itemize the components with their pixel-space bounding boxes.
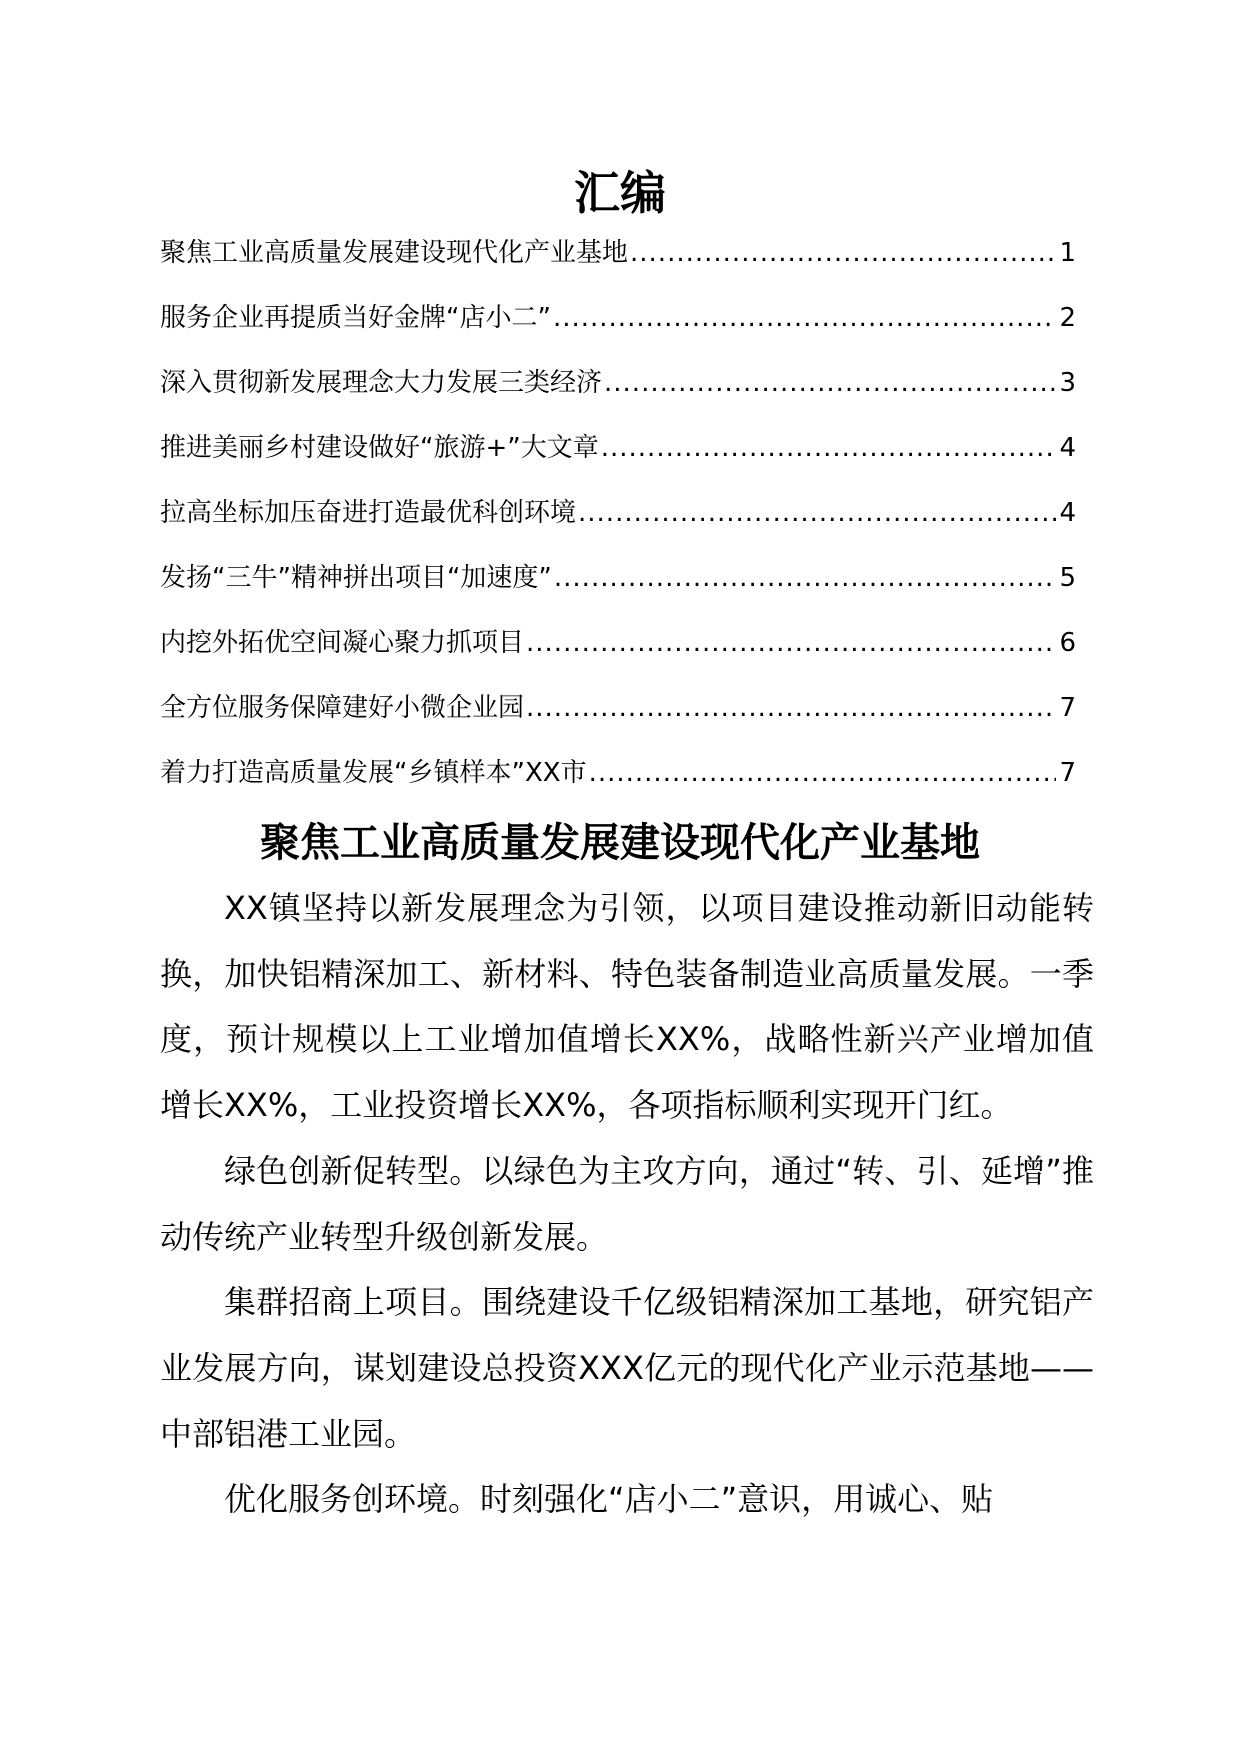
- toc-entry-page: 7: [1059, 758, 1076, 788]
- toc-entry-title: 服务企业再提质当好金牌“店小二”: [160, 303, 551, 333]
- table-of-contents: [160, 232, 1076, 817]
- toc-entry-title: 推进美丽乡村建设做好“旅游+”大文章: [160, 433, 599, 463]
- toc-entry-title: 内挖外拓优空间凝心聚力抓项目: [160, 628, 525, 658]
- toc-leader-dots: [526, 687, 1056, 729]
- toc-entry-page: 4: [1059, 433, 1076, 463]
- toc-entry-page: 5: [1059, 563, 1076, 593]
- toc-entry[interactable]: [160, 557, 1076, 622]
- toc-entry[interactable]: [160, 492, 1076, 557]
- toc-leader-dots: [589, 752, 1056, 794]
- toc-entry-page: 4: [1059, 498, 1076, 528]
- toc-entry-page: 7: [1059, 693, 1076, 723]
- toc-leader-dots: [578, 492, 1056, 534]
- toc-entry[interactable]: [160, 362, 1076, 427]
- toc-entry-page: 1: [1059, 238, 1076, 268]
- toc-leader-dots: [601, 427, 1056, 469]
- article-paragraph: XX镇坚持以新发展理念为引领，以项目建设推动新旧动能转换，加快铝精深加工、新材料、特色装备制造业高质量发展。一季度，预计规模以上工业增加值增长XX%，战略性新兴产业增加值增长XX%，工业投资增长XX%，各项指标顺利实现开门红。: [160, 889, 1094, 1125]
- article-paragraph: 优化服务创环境。时刻强化“店小二”意识，用诚心、贴: [224, 1480, 994, 1519]
- toc-entry-title: 发扬“三牛”精神拼出项目“加速度”: [160, 563, 552, 593]
- article-paragraph: 绿色创新促转型。以绿色为主攻方向，通过“转、引、延增”推动传统产业转型升级创新发展。: [160, 1151, 1094, 1256]
- toc-leader-dots: [526, 622, 1056, 664]
- toc-entry-title: 深入贯彻新发展理念大力发展三类经济: [160, 368, 603, 398]
- toc-entry-title: 拉高坐标加压奋进打造最优科创环境: [160, 498, 577, 528]
- article-section: [160, 810, 1094, 1533]
- toc-entry-title: 全方位服务保障建好小微企业园: [160, 693, 525, 723]
- toc-entry-title: 聚焦工业高质量发展建设现代化产业基地: [160, 238, 629, 268]
- toc-leader-dots: [554, 557, 1056, 599]
- toc-entry[interactable]: [160, 752, 1076, 817]
- toc-entry-page: 6: [1059, 628, 1076, 658]
- toc-entry-page: 3: [1059, 368, 1076, 398]
- article-paragraph: 集群招商上项目。围绕建设千亿级铝精深加工基地，研究铝产业发展方向，谋划建设总投资XXX亿元的现代化产业示范基地——中部铝港工业园。: [160, 1283, 1094, 1453]
- article-title: 聚焦工业高质量发展建设现代化产业基地: [260, 820, 980, 866]
- toc-entry[interactable]: [160, 232, 1076, 297]
- toc-entry[interactable]: [160, 687, 1076, 752]
- toc-entry[interactable]: [160, 622, 1076, 687]
- toc-leader-dots: [630, 232, 1056, 274]
- document-title: 汇编: [574, 166, 666, 220]
- toc-leader-dots: [553, 297, 1056, 339]
- toc-entry-title: 着力打造高质量发展“乡镇样本”XX市: [160, 758, 587, 788]
- toc-entry-page: 2: [1059, 303, 1076, 333]
- toc-entry[interactable]: [160, 297, 1076, 362]
- toc-entry[interactable]: [160, 427, 1076, 492]
- toc-leader-dots: [604, 362, 1056, 404]
